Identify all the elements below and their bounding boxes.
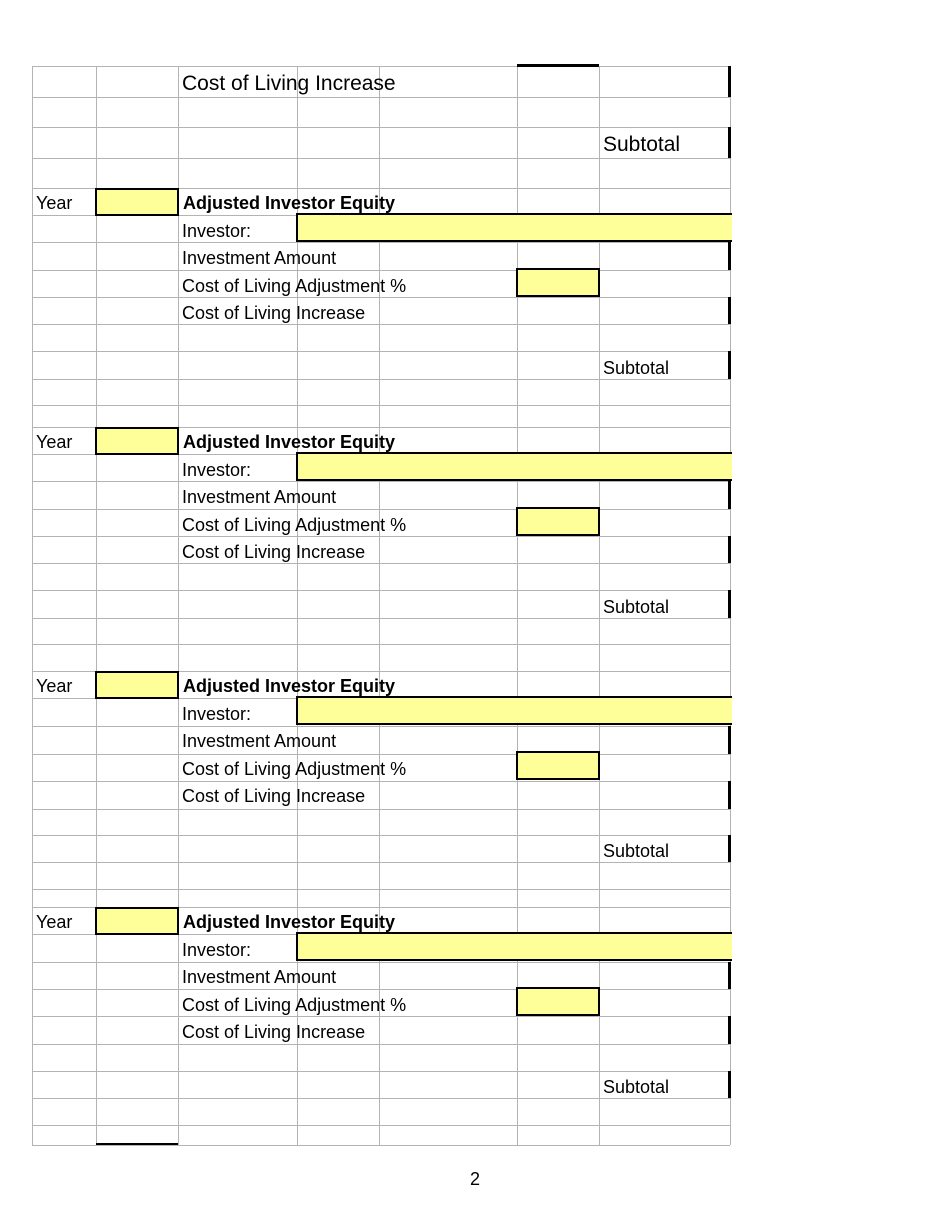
investor-input[interactable] [296, 213, 732, 242]
cola-percent-input[interactable] [516, 987, 600, 1016]
right-border [728, 66, 731, 97]
year-input[interactable] [95, 427, 179, 455]
row-gridline [32, 158, 730, 159]
year-label: Year [36, 432, 73, 452]
row-gridline [32, 242, 730, 243]
right-border [728, 1071, 731, 1098]
row-gridline [32, 618, 730, 619]
right-border [728, 726, 731, 754]
row-gridline [32, 726, 730, 727]
cola-percent-input[interactable] [516, 507, 600, 536]
year-label: Year [36, 676, 73, 696]
row-gridline [32, 590, 730, 591]
right-border [728, 481, 731, 509]
row-gridline [32, 962, 730, 963]
right-border [728, 536, 731, 563]
right-border [728, 351, 731, 379]
right-border [728, 590, 731, 618]
top-border-accent [517, 64, 599, 67]
row-gridline [32, 297, 730, 298]
row-gridline [32, 989, 730, 990]
investor-label: Investor: [182, 221, 252, 241]
row-gridline [32, 270, 730, 271]
investor-label: Investor: [182, 940, 252, 960]
row-gridline [32, 889, 730, 890]
cost-of-living-increase-heading: Cost of Living Increase [182, 72, 396, 95]
row-gridline [32, 379, 730, 380]
cola-percent-label: Cost of Living Adjustment % [182, 276, 407, 296]
row-gridline [32, 809, 730, 810]
cost-of-living-increase-label: Cost of Living Increase [182, 542, 366, 562]
row-gridline [32, 97, 730, 98]
row-gridline [32, 509, 730, 510]
subtotal-label: Subtotal [603, 841, 670, 861]
year-input[interactable] [95, 907, 179, 935]
cola-percent-label: Cost of Living Adjustment % [182, 995, 407, 1015]
block-title: Adjusted Investor Equity [183, 676, 396, 696]
row-gridline [32, 862, 730, 863]
right-border [728, 242, 731, 270]
investor-label: Investor: [182, 704, 252, 724]
cost-of-living-increase-label: Cost of Living Increase [182, 1022, 366, 1042]
year-label: Year [36, 912, 73, 932]
investor-input[interactable] [296, 932, 732, 961]
column-gridline [96, 66, 97, 1145]
row-gridline [32, 536, 730, 537]
cola-percent-input[interactable] [516, 751, 600, 780]
row-gridline [32, 781, 730, 782]
block-title: Adjusted Investor Equity [183, 193, 396, 213]
row-gridline [32, 66, 730, 67]
cola-percent-label: Cost of Living Adjustment % [182, 759, 407, 779]
subtotal-label: Subtotal [603, 1077, 670, 1097]
row-gridline [32, 1071, 730, 1072]
row-gridline [32, 351, 730, 352]
investment-amount-label: Investment Amount [182, 487, 337, 507]
right-border [728, 835, 731, 862]
row-gridline [32, 1145, 730, 1146]
investment-amount-label: Investment Amount [182, 731, 337, 751]
cost-of-living-increase-label: Cost of Living Increase [182, 303, 366, 323]
row-gridline [32, 1098, 730, 1099]
right-border [728, 962, 731, 989]
right-border [728, 781, 731, 809]
row-gridline [32, 481, 730, 482]
right-border [728, 297, 731, 324]
block-title: Adjusted Investor Equity [183, 912, 396, 932]
investment-amount-label: Investment Amount [182, 248, 337, 268]
cola-percent-input[interactable] [516, 268, 600, 297]
year-input[interactable] [95, 188, 179, 216]
row-gridline [32, 1016, 730, 1017]
row-gridline [32, 405, 730, 406]
row-gridline [32, 835, 730, 836]
cola-percent-label: Cost of Living Adjustment % [182, 515, 407, 535]
right-border [728, 127, 731, 158]
column-gridline [32, 66, 33, 1145]
investor-input[interactable] [296, 452, 732, 481]
investor-input[interactable] [296, 696, 732, 725]
investor-label: Investor: [182, 460, 252, 480]
row-gridline [32, 563, 730, 564]
column-gridline [178, 66, 179, 1145]
subtotal-label: Subtotal [603, 358, 670, 378]
year-input[interactable] [95, 671, 179, 699]
row-gridline [32, 1044, 730, 1045]
row-gridline [32, 1125, 730, 1126]
right-border [728, 1016, 731, 1044]
bottom-border-accent [96, 1143, 178, 1145]
subtotal-label: Subtotal [603, 133, 681, 156]
row-gridline [32, 324, 730, 325]
page-number: 2 [469, 1169, 480, 1189]
cost-of-living-increase-label: Cost of Living Increase [182, 786, 366, 806]
row-gridline [32, 644, 730, 645]
row-gridline [32, 754, 730, 755]
row-gridline [32, 127, 730, 128]
subtotal-label: Subtotal [603, 597, 670, 617]
investment-amount-label: Investment Amount [182, 967, 337, 987]
block-title: Adjusted Investor Equity [183, 432, 396, 452]
year-label: Year [36, 193, 73, 213]
